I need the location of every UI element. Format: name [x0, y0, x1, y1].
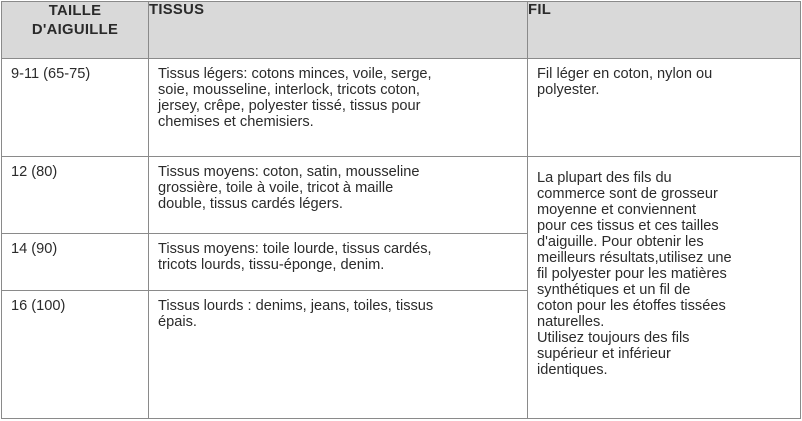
cell-size-text: 16 (100) [11, 297, 66, 314]
cell-size-text: 14 (90) [11, 240, 58, 257]
cell-thread [528, 59, 801, 157]
header-needle-size-text: TAILLE D'AIGUILLE [31, 3, 119, 38]
cell-fabrics-text: Tissus moyens: coton, satin, mousseline grossière, toile à voile, tricot à maille double, tissus cardés légers. [158, 164, 420, 213]
cell-fabrics-text: Tissus légers: cotons minces, voile, serge, soie, mousseline, interlock, tricots coton, jersey, crêpe, polyester tissé, tissus pour chemises et chemisiers. [158, 66, 432, 131]
cell-size-text: 12 (80) [11, 164, 58, 181]
cell-fabrics [149, 157, 528, 233]
table-header-row [2, 2, 801, 59]
cell-fabrics-text: Tissus moyens: toile lourde, tissus cardés, tricots lourds, tissu-éponge, denim. [158, 240, 432, 273]
cell-size [2, 157, 149, 233]
cell-thread-shared-text: La plupart des fils du commerce sont de grosseur moyenne et conviennent pour ces tissus et ces tailles d'aiguille. Pour obtenir les meilleurs résultats,utilisez une fil polyester pour les matières synthétiques et un fil de coton pour les étoffes tissées naturelles. Utilisez toujours des fils supérieur et inférieur identiques. [537, 170, 732, 379]
table-row [2, 157, 801, 233]
cell-size [2, 233, 149, 290]
header-thread: FIL [528, 2, 801, 59]
cell-thread-text: Fil léger en coton, nylon ou polyester. [537, 66, 713, 99]
cell-size [2, 290, 149, 418]
needle-fabric-thread-table [1, 1, 801, 419]
header-fabrics: TISSUS [149, 2, 528, 59]
cell-fabrics [149, 233, 528, 290]
cell-fabrics-text: Tissus lourds : denims, jeans, toiles, tissus épais. [158, 297, 434, 330]
cell-fabrics [149, 290, 528, 418]
cell-size-text: 9-11 (65-75) [11, 66, 91, 83]
header-needle-size [2, 2, 149, 59]
cell-thread-shared [528, 157, 801, 419]
cell-size [2, 59, 149, 157]
cell-fabrics [149, 59, 528, 157]
table-row [2, 59, 801, 157]
